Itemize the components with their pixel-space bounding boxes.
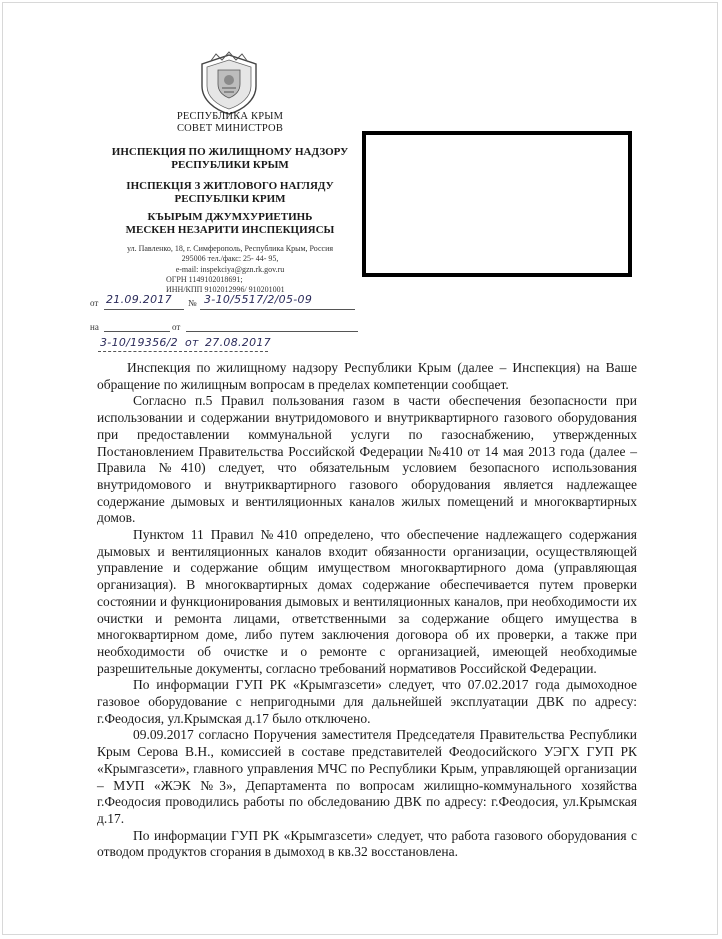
contacts-block [80,244,380,295]
number-underline [200,309,355,310]
council-title: СОВЕТ МИНИСТРОВ [176,123,284,134]
from-label-2: от [172,322,181,332]
header-republic [80,111,380,135]
phone: 295006 тел./факс: 25- 44- 95, [181,254,279,264]
paragraph-5: 09.09.2017 согласно Поручения заместителя Председателя Правительства Республики Крым Серова В.Н., комиссией в составе представителей Феодосийского УЭГХ ГУП РК «Крымгазсети», главного управления МЧС по Республики Крым, управляющей организации – МУП «ЖЭК №3», Департамента по вопросам жилищно-коммунального хозяйства г.Феодосия проводились работы по обследованию ДВК по адресу: г.Феодосия, ул.Крымская д.17. [97,727,637,826]
outgoing-number: 3-10/5517/2/05-09 [204,293,313,306]
inspection-name-ua [80,180,380,206]
reference-date: 27.08.2017 [205,336,271,349]
ogrn: ОГРН 1149102018691; [166,274,243,284]
address: ул. Павленко, 18, г. Симферополь, Республика Крым, Россия [126,244,334,253]
republic-title: РЕСПУБЛИКА КРЫМ [176,111,284,122]
date-underline [104,309,184,310]
inspection-crh-line-1: КЪЫРЫМ ДЖУМХУРИЕТИНЬ [147,211,313,223]
inspection-ru-line-2: РЕСПУБЛИКИ КРЫМ [171,159,289,171]
email: e-mail: inspekciya@gzn.rk.gov.ru [175,264,285,274]
to-underline [104,331,170,332]
inspection-name-ru [80,146,380,172]
inspection-name-crh [80,211,380,237]
paragraph-6: По информации ГУП РК «Крымгазсети» следует, что работа газового оборудования с отводом продуктов сгорания в дымоход в кв.32 восстановлена. [97,827,637,860]
inspection-ru-line-1: ИНСПЕКЦИЯ ПО ЖИЛИЩНОМУ НАДЗОРУ [111,146,349,158]
from-label: от [90,298,99,308]
outgoing-date: 21.09.2017 [106,293,172,306]
to-label: на [90,322,99,332]
paragraph-3: Пунктом 11 Правил №410 определено, что обеспечение надлежащего содержания дымовых и вентиляционных каналов входит обязанности организации, осуществляющей управление и содержание общим имуществом многоквартирного дома (управляющая организация). В многоквартирных домах содержание обеспечивается путем проверки состоянии и функционирования дымовых и вентиляционных каналов, при необходимости их очистки и ремонта лицами, ответственными за содержание общего имущества в многоквартирном доме, либо путем заключения договора об их проверки, а также при необходимости об очистке и о ремонте с организацией, имеющей необходимые разрешительные документы, согласно требований нормативов Российской Федерации. [97,527,637,676]
reference-number: 3-10/19356/2 [100,336,178,349]
number-label: № [188,298,197,308]
coat-of-arms-icon [196,50,262,116]
paragraph-1: Инспекция по жилищному надзору Республики Крым (далее – Инспекция) на Ваше обращение по жилищным вопросам в пределах компетенции сообщает. [97,360,637,392]
inspection-ua-line-1: ІНСПЕКЦІЯ З ЖИТЛОВОГО НАГЛЯДУ [126,180,334,192]
paragraph-2: Согласно п.5 Правил пользования газом в части обеспечения безопасности при использовании и содержании внутридомового и внутриквартирного газового оборудования при предоставлении коммунальной услуги по газоснабжению, утвержденных Постановлением Правительства Российской Федерации №410 от 14 мая 2013 года (далее – Правила №410) следует, что обязательным условием безопасного использования внутридомового и внутриквартирного газового оборудования является надлежащее содержание дымовых и вентиляционных каналов жилых помещений и многоквартирных домов. [97,393,637,526]
inn: ИНН/КПП 9102012996/ 910201001 [166,285,285,295]
paragraph-4: По информации ГУП РК «Крымгазсети» следует, что 07.02.2017 года дымоходное газовое оборудование с непригодными для дальнейшей эксплуатации ДВК по адресу: г.Феодосия, ул.Крымская д.17 было отключено. [97,677,637,726]
inspection-crh-line-2: МЕСКЕН НЕЗАРИТИ ИНСПЕКЦИЯСЫ [125,224,335,236]
redacted-recipient-box [362,131,632,277]
letter-body [97,360,637,861]
inspection-ua-line-2: РЕСПУБЛІКИ КРИМ [174,193,286,205]
reference-underline [98,351,268,352]
from-underline [186,331,358,332]
reference-date-label: от [185,336,199,349]
